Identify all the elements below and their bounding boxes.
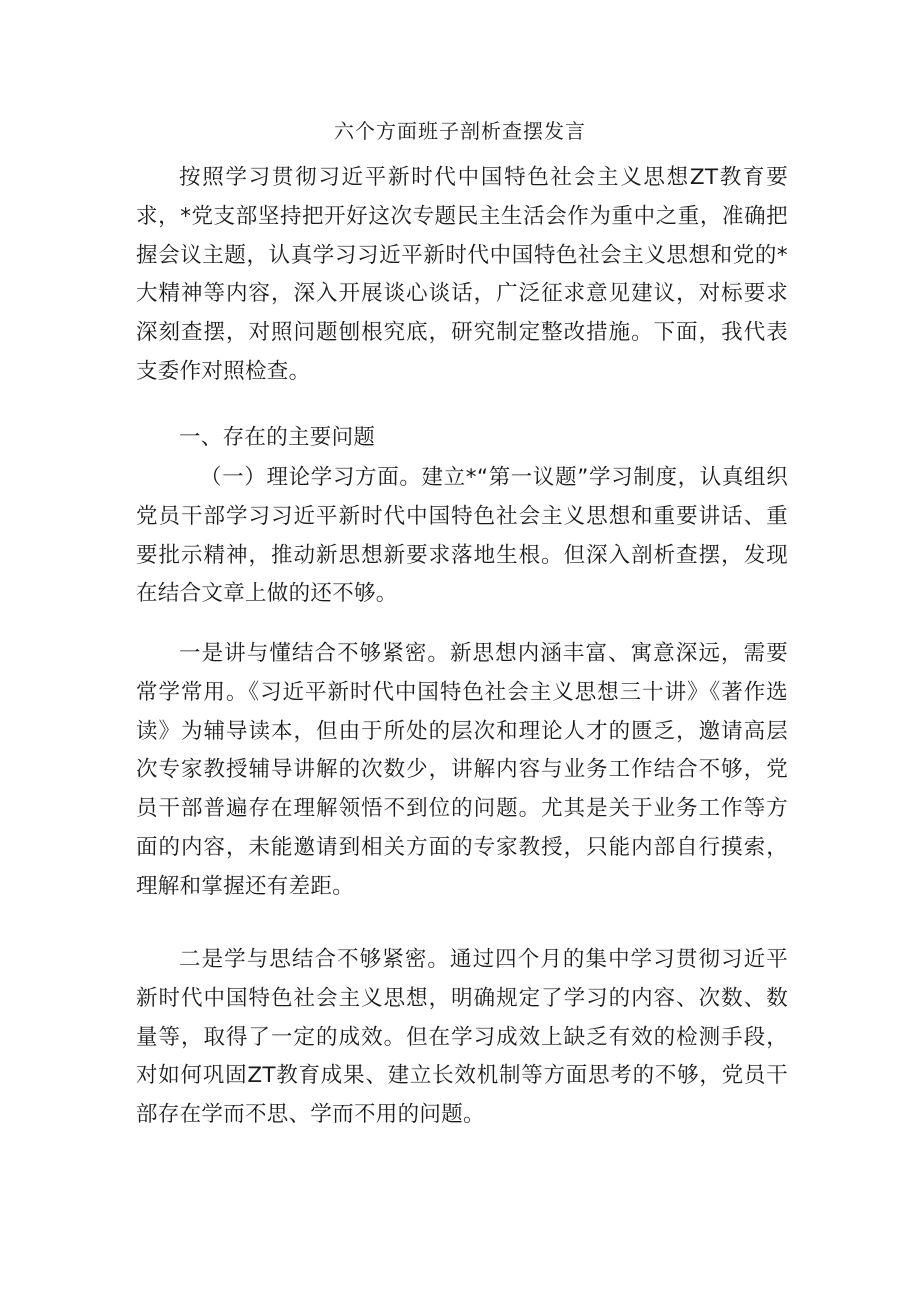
document-title: 六个方面班子剖析查摆发言 <box>334 119 586 143</box>
section-heading: 一、存在的主要问题 <box>179 425 376 450</box>
point-one-paragraph: 一是讲与懂结合不够紧密。新思想内涵丰富、寓意深远，需要常学常用。《习近平新时代中国特色社会主义思想三十讲》《著作选读》为辅导读本，但由于所处的层次和理论人才的匮乏，邀请高层次专家教授辅导讲解的次数少，讲解内容与业务工作结合不够，党员干部普遍存在理解领悟不到位的问题。尤其是关于业务工作等方面的内容，未能邀请到相关方面的专家教授，只能内部自行摸索，理解和掌握还有差距。 <box>136 641 788 899</box>
intro-paragraph: 按照学习贯彻习近平新时代中国特色社会主义思想ZT教育要求，*党支部坚持把开好这次专题民主生活会作为重中之重，准确把握会议主题，认真学习习近平新时代中国特色社会主义思想和党的*大精神等内容，深入开展谈心谈话，广泛征求意见建议，对标要求深刻查摆，对照问题刨根究底，研究制定整改措施。下面，我代表支委作对照检查。 <box>136 165 788 384</box>
subsection-paragraph: （一）理论学习方面。建立*“第一议题”学习制度，认真组织党员干部学习习近平新时代中国特色社会主义思想和重要讲话、重要批示精神，推动新思想新要求落地生根。但深入剖析查摆，发现在结合文章上做的还不够。 <box>136 465 788 607</box>
point-two-paragraph: 二是学与思结合不够紧密。通过四个月的集中学习贯彻习近平新时代中国特色社会主义思想，明确规定了学习的内容、次数、数量等，取得了一定的成效。但在学习成效上缺乏有效的检测手段，对如何巩固ZT教育成果、建立长效机制等方面思考的不够，党员干部存在学而不思、学而不用的问题。 <box>136 947 788 1128</box>
